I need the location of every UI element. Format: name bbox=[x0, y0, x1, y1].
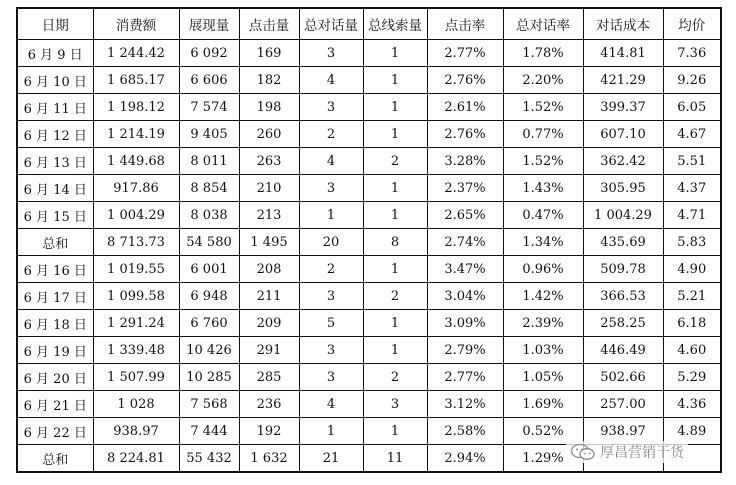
cell-date: 6 月 22 日 bbox=[17, 418, 93, 445]
table-header-row bbox=[17, 8, 721, 40]
cell-clicks: 209 bbox=[239, 310, 299, 337]
cell-ctr: 2.79% bbox=[427, 337, 503, 364]
table-row bbox=[17, 391, 721, 418]
cell-clicks: 1 632 bbox=[239, 445, 299, 473]
cell-avg-price: 6.18 bbox=[663, 310, 721, 337]
column-header-avg-price: 均价 bbox=[663, 8, 721, 40]
cell-ctr: 3.28% bbox=[427, 148, 503, 175]
cell-impressions: 8 038 bbox=[179, 202, 239, 229]
cell-impressions: 7 574 bbox=[179, 94, 239, 121]
column-header-impressions: 展现量 bbox=[179, 8, 239, 40]
cell-chat-rate: 1.52% bbox=[503, 94, 583, 121]
cell-chats: 2 bbox=[299, 256, 363, 283]
table-row bbox=[17, 175, 721, 202]
cell-clicks: 260 bbox=[239, 121, 299, 148]
column-header-leads: 总线索量 bbox=[363, 8, 427, 40]
cell-clicks: 1 495 bbox=[239, 229, 299, 256]
cell-chat-rate: 1.69% bbox=[503, 391, 583, 418]
cell-spend: 1 449.68 bbox=[93, 148, 179, 175]
cell-leads: 1 bbox=[363, 256, 427, 283]
cell-spend: 1 004.29 bbox=[93, 202, 179, 229]
cell-impressions: 9 405 bbox=[179, 121, 239, 148]
cell-chats: 3 bbox=[299, 283, 363, 310]
cell-clicks: 198 bbox=[239, 94, 299, 121]
cell-spend: 938.97 bbox=[93, 418, 179, 445]
cell-chat-rate: 2.39% bbox=[503, 310, 583, 337]
cell-chat-rate: 1.42% bbox=[503, 283, 583, 310]
cell-ctr: 2.58% bbox=[427, 418, 503, 445]
cell-spend: 1 214.19 bbox=[93, 121, 179, 148]
column-header-date: 日期 bbox=[17, 8, 93, 40]
cell-spend: 1 198.12 bbox=[93, 94, 179, 121]
cell-chat-rate: 1.52% bbox=[503, 148, 583, 175]
cell-avg-price: 4.37 bbox=[663, 175, 721, 202]
cell-chat-cost: 257.00 bbox=[583, 391, 663, 418]
cell-leads: 1 bbox=[363, 67, 427, 94]
wechat-icon bbox=[570, 443, 596, 461]
cell-date: 6 月 14 日 bbox=[17, 175, 93, 202]
cell-impressions: 10 285 bbox=[179, 364, 239, 391]
cell-chat-cost: 421.29 bbox=[583, 67, 663, 94]
cell-chat-rate: 2.20% bbox=[503, 67, 583, 94]
cell-chats: 4 bbox=[299, 391, 363, 418]
cell-leads: 1 bbox=[363, 337, 427, 364]
cell-chat-cost: 509.78 bbox=[583, 256, 663, 283]
cell-spend: 917.86 bbox=[93, 175, 179, 202]
cell-chat-cost: 938.97 bbox=[583, 418, 663, 445]
cell-ctr: 2.61% bbox=[427, 94, 503, 121]
table-body bbox=[17, 40, 721, 473]
table-row bbox=[17, 40, 721, 67]
cell-impressions: 54 580 bbox=[179, 229, 239, 256]
cell-date: 6 月 15 日 bbox=[17, 202, 93, 229]
cell-impressions: 55 432 bbox=[179, 445, 239, 473]
cell-spend: 1 244.42 bbox=[93, 40, 179, 67]
cell-ctr: 2.76% bbox=[427, 67, 503, 94]
cell-leads: 1 bbox=[363, 418, 427, 445]
table-row bbox=[17, 310, 721, 337]
cell-ctr: 2.77% bbox=[427, 40, 503, 67]
cell-impressions: 8 854 bbox=[179, 175, 239, 202]
cell-ctr: 3.04% bbox=[427, 283, 503, 310]
cell-clicks: 211 bbox=[239, 283, 299, 310]
cell-date: 6 月 21 日 bbox=[17, 391, 93, 418]
cell-clicks: 182 bbox=[239, 67, 299, 94]
cell-chat-cost: 502.66 bbox=[583, 364, 663, 391]
column-header-chat-cost: 对话成本 bbox=[583, 8, 663, 40]
cell-impressions: 8 011 bbox=[179, 148, 239, 175]
cell-ctr: 2.77% bbox=[427, 364, 503, 391]
column-header-chats: 总对话量 bbox=[299, 8, 363, 40]
cell-impressions: 10 426 bbox=[179, 337, 239, 364]
cell-avg-price: 9.26 bbox=[663, 67, 721, 94]
cell-chats: 3 bbox=[299, 337, 363, 364]
cell-chats: 3 bbox=[299, 94, 363, 121]
cell-ctr: 2.76% bbox=[427, 121, 503, 148]
cell-date: 总和 bbox=[17, 445, 93, 473]
cell-leads: 1 bbox=[363, 310, 427, 337]
cell-impressions: 6 092 bbox=[179, 40, 239, 67]
cell-leads: 8 bbox=[363, 229, 427, 256]
cell-leads: 1 bbox=[363, 175, 427, 202]
cell-ctr: 2.94% bbox=[427, 445, 503, 473]
cell-impressions: 6 760 bbox=[179, 310, 239, 337]
cell-ctr: 2.65% bbox=[427, 202, 503, 229]
cell-avg-price: 7.36 bbox=[663, 40, 721, 67]
cell-date: 6 月 18 日 bbox=[17, 310, 93, 337]
cell-clicks: 236 bbox=[239, 391, 299, 418]
cell-chat-cost: 1 004.29 bbox=[583, 202, 663, 229]
cell-date: 6 月 12 日 bbox=[17, 121, 93, 148]
cell-leads: 2 bbox=[363, 364, 427, 391]
cell-chats: 4 bbox=[299, 67, 363, 94]
cell-avg-price: 4.90 bbox=[663, 256, 721, 283]
cell-date: 6 月 10 日 bbox=[17, 67, 93, 94]
cell-chat-cost: 399.37 bbox=[583, 94, 663, 121]
cell-avg-price: 4.67 bbox=[663, 121, 721, 148]
cell-chat-rate: 0.77% bbox=[503, 121, 583, 148]
cell-spend: 8 224.81 bbox=[93, 445, 179, 473]
cell-avg-price: 5.21 bbox=[663, 283, 721, 310]
cell-chat-rate: 1.78% bbox=[503, 40, 583, 67]
table-container bbox=[16, 7, 720, 473]
cell-leads: 2 bbox=[363, 283, 427, 310]
cell-clicks: 213 bbox=[239, 202, 299, 229]
cell-avg-price: 6.05 bbox=[663, 94, 721, 121]
cell-clicks: 192 bbox=[239, 418, 299, 445]
cell-chats: 3 bbox=[299, 364, 363, 391]
cell-date: 总和 bbox=[17, 229, 93, 256]
cell-chat-rate: 0.52% bbox=[503, 418, 583, 445]
cell-clicks: 285 bbox=[239, 364, 299, 391]
cell-chat-rate: 1.43% bbox=[503, 175, 583, 202]
table-row bbox=[17, 67, 721, 94]
cell-ctr: 3.09% bbox=[427, 310, 503, 337]
cell-clicks: 263 bbox=[239, 148, 299, 175]
cell-impressions: 6 001 bbox=[179, 256, 239, 283]
cell-chats: 20 bbox=[299, 229, 363, 256]
table-row bbox=[17, 202, 721, 229]
table-row-total bbox=[17, 229, 721, 256]
cell-avg-price: 4.60 bbox=[663, 337, 721, 364]
cell-leads: 11 bbox=[363, 445, 427, 473]
cell-chat-rate: 0.96% bbox=[503, 256, 583, 283]
cell-date: 6 月 11 日 bbox=[17, 94, 93, 121]
cell-impressions: 7 444 bbox=[179, 418, 239, 445]
table-row bbox=[17, 283, 721, 310]
column-header-spend: 消费额 bbox=[93, 8, 179, 40]
campaign-stats-table bbox=[16, 7, 722, 473]
table-row bbox=[17, 121, 721, 148]
cell-avg-price: 5.83 bbox=[663, 229, 721, 256]
cell-spend: 8 713.73 bbox=[93, 229, 179, 256]
cell-ctr: 3.12% bbox=[427, 391, 503, 418]
cell-spend: 1 685.17 bbox=[93, 67, 179, 94]
cell-leads: 3 bbox=[363, 391, 427, 418]
cell-impressions: 6 606 bbox=[179, 67, 239, 94]
cell-clicks: 169 bbox=[239, 40, 299, 67]
cell-chat-cost: 258.25 bbox=[583, 310, 663, 337]
cell-ctr: 3.47% bbox=[427, 256, 503, 283]
cell-avg-price: 4.89 bbox=[663, 418, 721, 445]
cell-avg-price: 5.51 bbox=[663, 148, 721, 175]
cell-date: 6 月 19 日 bbox=[17, 337, 93, 364]
cell-clicks: 210 bbox=[239, 175, 299, 202]
cell-spend: 1 019.55 bbox=[93, 256, 179, 283]
cell-chat-rate: 1.34% bbox=[503, 229, 583, 256]
cell-impressions: 7 568 bbox=[179, 391, 239, 418]
table-row bbox=[17, 94, 721, 121]
cell-chat-rate: 0.47% bbox=[503, 202, 583, 229]
cell-date: 6 月 17 日 bbox=[17, 283, 93, 310]
cell-chats: 3 bbox=[299, 175, 363, 202]
column-header-ctr: 点击率 bbox=[427, 8, 503, 40]
cell-chats: 21 bbox=[299, 445, 363, 473]
cell-leads: 1 bbox=[363, 202, 427, 229]
cell-chat-rate: 1.03% bbox=[503, 337, 583, 364]
cell-chat-cost: 366.53 bbox=[583, 283, 663, 310]
cell-leads: 1 bbox=[363, 94, 427, 121]
cell-chats: 1 bbox=[299, 418, 363, 445]
cell-chat-cost: 305.95 bbox=[583, 175, 663, 202]
table-row bbox=[17, 256, 721, 283]
cell-ctr: 2.37% bbox=[427, 175, 503, 202]
cell-leads: 1 bbox=[363, 121, 427, 148]
cell-chat-cost: 435.69 bbox=[583, 229, 663, 256]
cell-chat-cost: 446.49 bbox=[583, 337, 663, 364]
cell-impressions: 6 948 bbox=[179, 283, 239, 310]
cell-spend: 1 099.58 bbox=[93, 283, 179, 310]
table-row bbox=[17, 148, 721, 175]
watermark-text: 厚昌营销干货 bbox=[600, 445, 684, 461]
cell-spend: 1 291.24 bbox=[93, 310, 179, 337]
watermark bbox=[566, 441, 688, 463]
cell-spend: 1 339.48 bbox=[93, 337, 179, 364]
table-row bbox=[17, 364, 721, 391]
cell-spend: 1 507.99 bbox=[93, 364, 179, 391]
cell-date: 6 月 20 日 bbox=[17, 364, 93, 391]
cell-ctr: 2.74% bbox=[427, 229, 503, 256]
table-row bbox=[17, 337, 721, 364]
cell-date: 6 月 16 日 bbox=[17, 256, 93, 283]
cell-chat-cost: 414.81 bbox=[583, 40, 663, 67]
column-header-clicks: 点击量 bbox=[239, 8, 299, 40]
cell-spend: 1 028 bbox=[93, 391, 179, 418]
cell-leads: 1 bbox=[363, 40, 427, 67]
cell-chats: 2 bbox=[299, 121, 363, 148]
cell-chats: 5 bbox=[299, 310, 363, 337]
cell-avg-price: 4.36 bbox=[663, 391, 721, 418]
cell-chat-cost: 362.42 bbox=[583, 148, 663, 175]
cell-leads: 2 bbox=[363, 148, 427, 175]
cell-avg-price: 4.71 bbox=[663, 202, 721, 229]
column-header-chat-rate: 总对话率 bbox=[503, 8, 583, 40]
cell-chats: 4 bbox=[299, 148, 363, 175]
cell-clicks: 291 bbox=[239, 337, 299, 364]
cell-chat-rate: 1.05% bbox=[503, 364, 583, 391]
cell-chat-cost: 607.10 bbox=[583, 121, 663, 148]
cell-chats: 3 bbox=[299, 40, 363, 67]
cell-chat-rate: 1.29% bbox=[503, 445, 583, 473]
cell-date: 6 月 13 日 bbox=[17, 148, 93, 175]
cell-avg-price: 5.29 bbox=[663, 364, 721, 391]
cell-chats: 1 bbox=[299, 202, 363, 229]
cell-clicks: 208 bbox=[239, 256, 299, 283]
cell-date: 6 月 9 日 bbox=[17, 40, 93, 67]
